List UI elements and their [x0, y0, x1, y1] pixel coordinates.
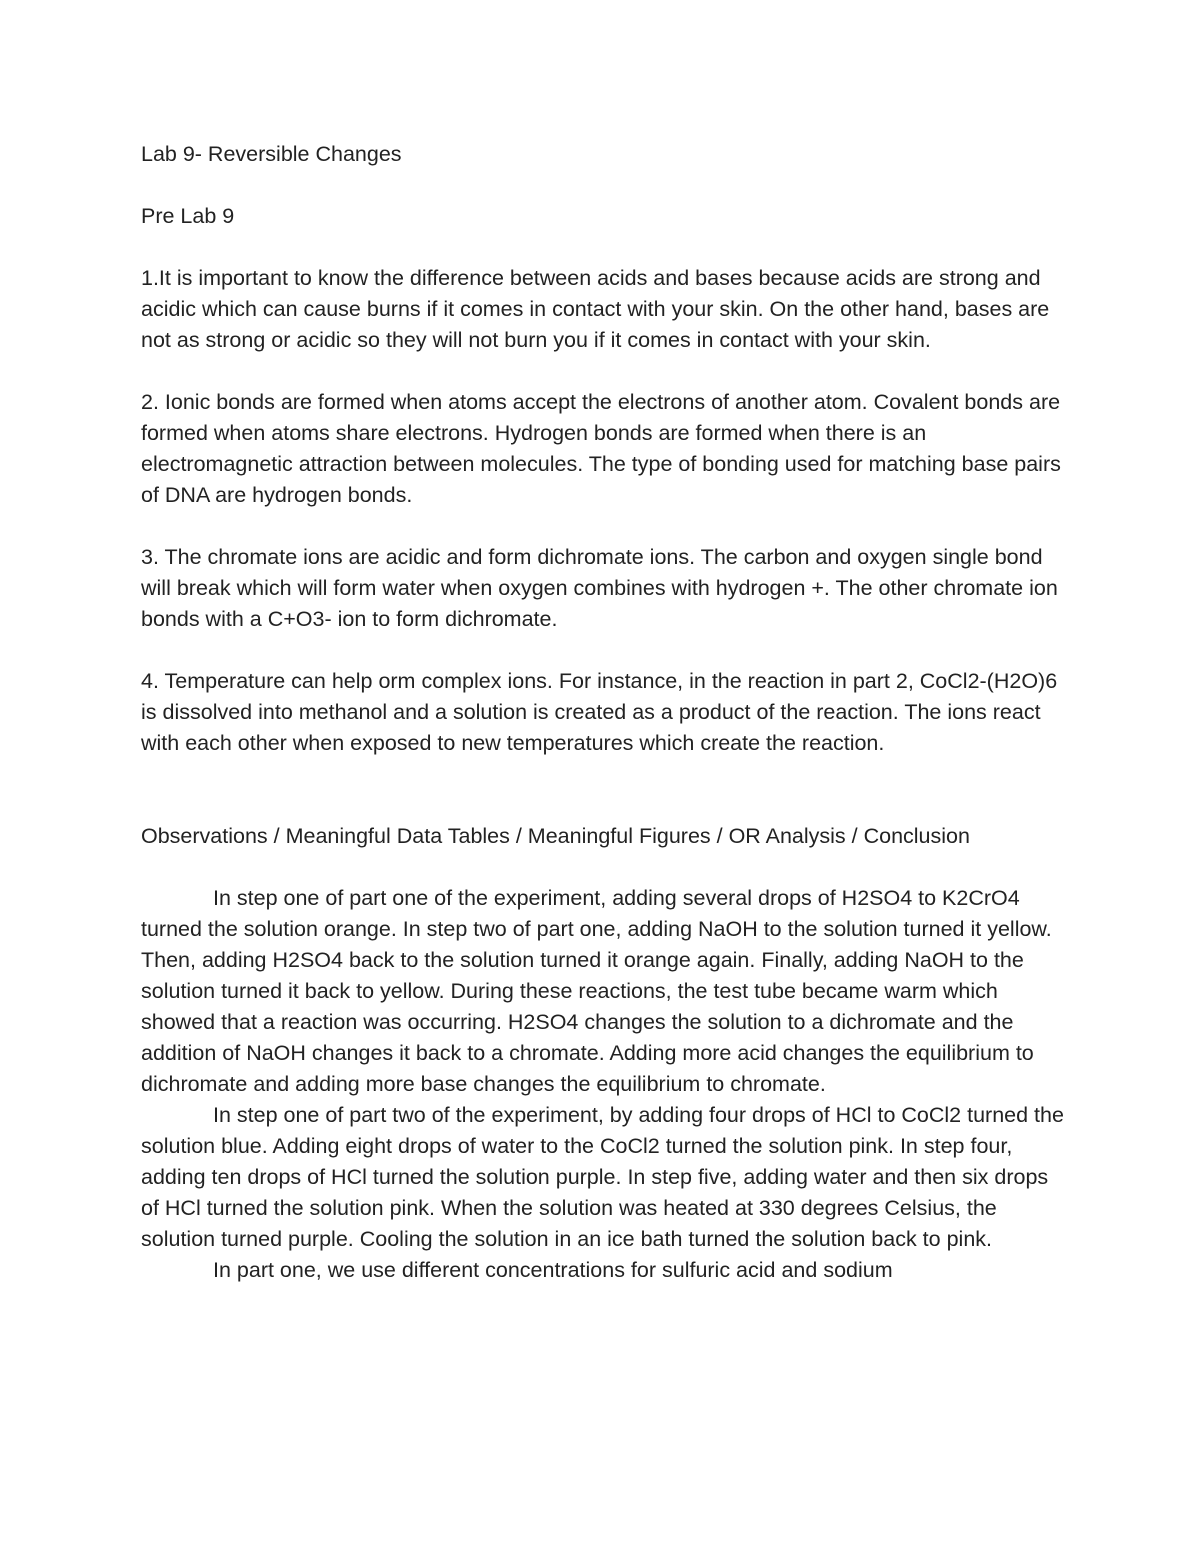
spacer [141, 852, 1071, 883]
spacer [141, 759, 1071, 821]
spacer [141, 232, 1071, 263]
spacer [141, 511, 1071, 542]
prelab-answer-3: 3. The chromate ions are acidic and form dichromate ions. The carbon and oxygen single bond will break which will form water when oxygen combines with hydrogen +. The other chromate ion bonds with a C+O3- ion to form dichromate. [141, 545, 1058, 631]
document-title: Lab 9- Reversible Changes [141, 142, 402, 166]
analysis-paragraph-1: In step one of part one of the experiment, adding several drops of H2SO4 to K2CrO4 turned the solution orange. In step two of part one, adding NaOH to the solution turned it yellow. Then, adding H2SO4 back to the solution turned it orange again. Finally, adding NaOH to the solution turned it back to yellow. During these reactions, the test tube became warm which showed that a reaction was occurring. H2SO4 changes the solution to a dichromate and the addition of NaOH changes it back to a chromate. Adding more acid changes the equilibrium to dichromate and adding more base changes the equilibrium to chromate. [141, 886, 1052, 1096]
prelab-heading: Pre Lab 9 [141, 204, 235, 228]
prelab-answer-4: 4. Temperature can help orm complex ions. For instance, in the reaction in part 2, CoCl2-(H2O)6 is dissolved into methanol and a solution is created as a product of the reaction. The ions react with each other when exposed to new temperatures which create the reaction. [141, 669, 1058, 755]
prelab-answer-2: 2. Ionic bonds are formed when atoms accept the electrons of another atom. Covalent bonds are formed when atoms share electrons. Hydrogen bonds are formed when there is an electromagnetic attraction between molecules. The type of bonding used for matching base pairs of DNA are hydrogen bonds. [141, 390, 1061, 507]
spacer [141, 170, 1071, 201]
prelab-answer-1: 1.It is important to know the difference between acids and bases because acids are strong and acidic which can cause burns if it comes in contact with your skin. On the other hand, bases are not as strong or acidic so they will not burn you if it comes in contact with your skin. [141, 266, 1050, 352]
spacer [141, 635, 1071, 666]
document-body [141, 139, 1071, 1286]
analysis-heading: Observations / Meaningful Data Tables / Meaningful Figures / OR Analysis / Conclusion [141, 824, 970, 848]
analysis-paragraph-2: In step one of part two of the experiment, by adding four drops of HCl to CoCl2 turned the solution blue. Adding eight drops of water to the CoCl2 turned the solution pink. In step four, adding ten drops of HCl turned the solution purple. In step five, adding water and then six drops of HCl turned the solution pink. When the solution was heated at 330 degrees Celsius, the solution turned purple. Cooling the solution in an ice bath turned the solution back to pink. [141, 1103, 1064, 1251]
analysis-paragraph-3: In part one, we use different concentrations for sulfuric acid and sodium [213, 1258, 893, 1282]
spacer [141, 356, 1071, 387]
